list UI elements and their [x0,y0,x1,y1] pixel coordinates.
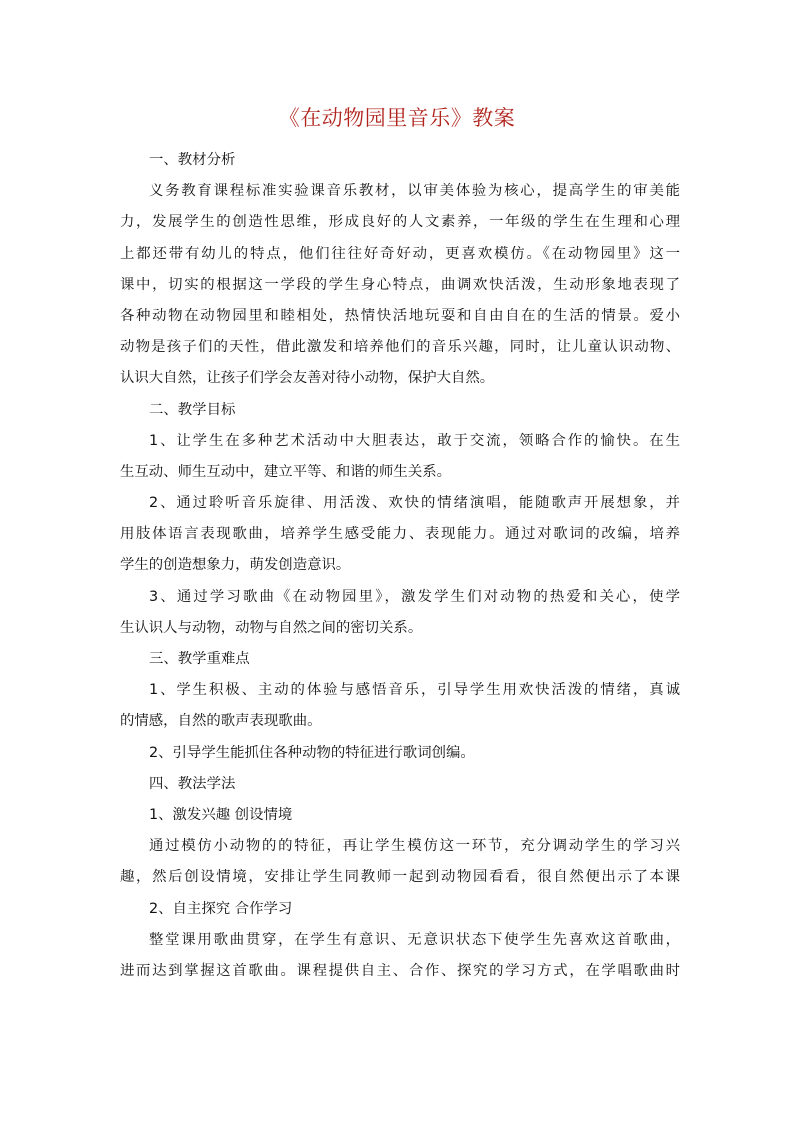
paragraph-line: 义务教育课程标准实验课音乐教材，以审美体验为核心，提高学生的审美能 [149,183,680,200]
section-heading-teaching-goals: 二、教学目标 [149,401,236,418]
section-heading-teaching-methods: 四、教法学法 [149,775,236,792]
subheading-line: 2、自主探究 合作学习 [149,900,293,917]
paragraph-line: 整堂课用歌曲贯穿，在学生有意识、无意识状态下使学生先喜欢这首歌曲， [149,931,680,948]
section-heading-textbook-analysis: 一、教材分析 [149,152,236,168]
paragraph-line: 通过模仿小动物的的特征，再让学生模仿这一环节，充分调动学生的学习兴 [149,838,680,855]
paragraph-line: 各种动物在动物园里和睦相处，热情快活地玩耍和自由自在的生活的情景。爱小 [120,307,680,324]
paragraph-line: 生认识人与动物，动物与自然之间的密切关系。 [120,619,423,636]
paragraph-line: 2、引导学生能抓住各种动物的特征进行歌词创编。 [149,744,475,761]
paragraph-line: 生互动、师生互动中，建立平等、和谐的师生关系。 [120,463,451,480]
paragraph-line: 用肢体语言表现歌曲，培养学生感受能力、表现能力。通过对歌词的改编，培养 [120,526,680,543]
paragraph-line: 课中，切实的根据这一学段的学生身心特点，曲调欢快活泼，生动形象地表现了 [120,276,680,293]
paragraph-line: 力，发展学生的创造性思维，形成良好的人文素养，一年级的学生在生理和心理 [120,214,680,231]
document-title: 《在动物园里音乐》教案 [278,106,516,130]
paragraph-line: 学生的创造想象力，萌发创造意识。 [120,557,351,574]
paragraph-line: 3、通过学习歌曲《在动物园里》，激发学生们对动物的热爱和关心，使学 [149,588,680,605]
document-body [120,145,680,987]
subheading-line: 1、激发兴趣 创设情境 [149,806,293,823]
paragraph-line: 1、让学生在多种艺术活动中大胆表达，敢于交流，领略合作的愉快。在生 [149,432,680,449]
paragraph-line: 动物是孩子们的天性，借此激发和培养他们的音乐兴趣，同时，让儿童认识动物、 [120,339,680,356]
paragraph-line: 进而达到掌握这首歌曲。课程提供自主、合作、探究的学习方式，在学唱歌曲时 [120,962,680,979]
paragraph-line: 趣，然后创设情境，安排让学生同教师一起到动物园看看，很自然便出示了本课 [120,869,680,886]
paragraph-line: 认识大自然，让孩子们学会友善对待小动物，保护大自然。 [120,370,495,387]
paragraph-line: 2、通过聆听音乐旋律、用活泼、欢快的情绪演唱，能随歌声开展想象，并 [149,495,680,512]
paragraph-line: 上都还带有幼儿的特点，他们往往好奇好动，更喜欢模仿。《在动物园里》这一 [120,245,680,262]
paragraph-line: 1、学生积极、主动的体验与感悟音乐，引导学生用欢快活泼的情绪，真诚 [149,682,680,699]
section-heading-key-difficulties: 三、教学重难点 [149,651,250,667]
paragraph-line: 的情感，自然的歌声表现歌曲。 [120,713,322,730]
